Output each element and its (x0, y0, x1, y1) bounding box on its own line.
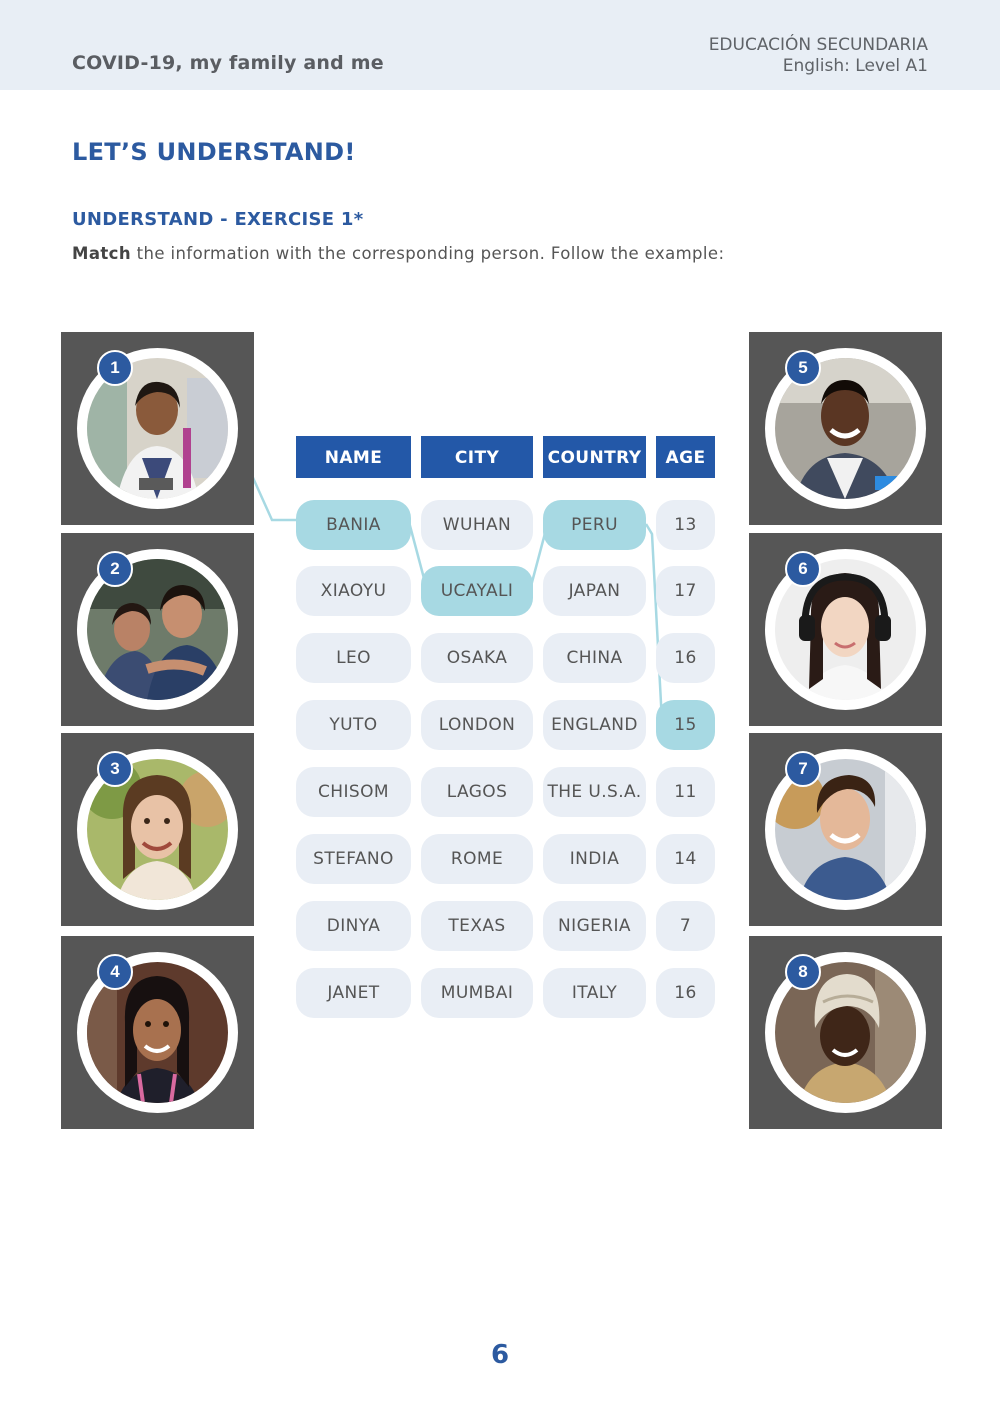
person-card-2[interactable] (61, 533, 254, 726)
city-cell[interactable]: MUMBAI (421, 968, 533, 1018)
exercise-title: UNDERSTAND - EXERCISE 1* (72, 209, 364, 230)
section-title: LET’S UNDERSTAND! (72, 138, 356, 166)
name-cell[interactable]: LEO (296, 633, 411, 683)
page-header (0, 0, 1000, 90)
city-cell[interactable]: LONDON (421, 700, 533, 750)
city-cell[interactable]: ROME (421, 834, 533, 884)
city-cell[interactable]: OSAKA (421, 633, 533, 683)
city-cell[interactable]: UCAYALI (421, 566, 533, 616)
city-cell[interactable]: WUHAN (421, 500, 533, 550)
instructions (72, 244, 724, 263)
education-level: EDUCACIÓN SECUNDARIA (708, 35, 928, 55)
name-cell[interactable]: BANIA (296, 500, 411, 550)
age-cell[interactable]: 11 (656, 767, 715, 817)
column-header-name: NAME (296, 436, 411, 478)
person-card-1[interactable] (61, 332, 254, 525)
person-number-badge: 7 (785, 751, 821, 787)
person-number-badge: 5 (785, 350, 821, 386)
person-number-badge: 8 (785, 954, 821, 990)
country-cell[interactable]: CHINA (543, 633, 646, 683)
person-card-7[interactable] (749, 733, 942, 926)
person-number-badge: 2 (97, 551, 133, 587)
person-card-3[interactable] (61, 733, 254, 926)
age-cell[interactable]: 16 (656, 633, 715, 683)
column-header-country: COUNTRY (543, 436, 646, 478)
english-level: English: Level A1 (782, 56, 928, 76)
name-cell[interactable]: DINYA (296, 901, 411, 951)
country-cell[interactable]: ENGLAND (543, 700, 646, 750)
age-cell[interactable]: 17 (656, 566, 715, 616)
instructions-bold: Match (72, 244, 131, 263)
age-cell[interactable]: 16 (656, 968, 715, 1018)
person-number-badge: 3 (97, 751, 133, 787)
person-number-badge: 6 (785, 551, 821, 587)
country-cell[interactable]: INDIA (543, 834, 646, 884)
column-header-age: AGE (656, 436, 715, 478)
person-card-6[interactable] (749, 533, 942, 726)
document-title: COVID-19, my family and me (72, 52, 384, 74)
name-cell[interactable]: XIAOYU (296, 566, 411, 616)
age-cell[interactable]: 7 (656, 901, 715, 951)
name-cell[interactable]: CHISOM (296, 767, 411, 817)
person-number-badge: 4 (97, 954, 133, 990)
page-number: 6 (490, 1340, 510, 1370)
city-cell[interactable]: TEXAS (421, 901, 533, 951)
column-header-city: CITY (421, 436, 533, 478)
age-cell[interactable]: 13 (656, 500, 715, 550)
name-cell[interactable]: YUTO (296, 700, 411, 750)
country-cell[interactable]: NIGERIA (543, 901, 646, 951)
name-cell[interactable]: JANET (296, 968, 411, 1018)
person-number-badge: 1 (97, 350, 133, 386)
age-cell[interactable]: 15 (656, 700, 715, 750)
country-cell[interactable]: PERU (543, 500, 646, 550)
country-cell[interactable]: THE U.S.A. (543, 767, 646, 817)
person-card-8[interactable] (749, 936, 942, 1129)
name-cell[interactable]: STEFANO (296, 834, 411, 884)
person-card-4[interactable] (61, 936, 254, 1129)
age-cell[interactable]: 14 (656, 834, 715, 884)
country-cell[interactable]: JAPAN (543, 566, 646, 616)
city-cell[interactable]: LAGOS (421, 767, 533, 817)
country-cell[interactable]: ITALY (543, 968, 646, 1018)
instructions-text: the information with the corresponding person. Follow the example: (130, 244, 725, 263)
person-card-5[interactable] (749, 332, 942, 525)
